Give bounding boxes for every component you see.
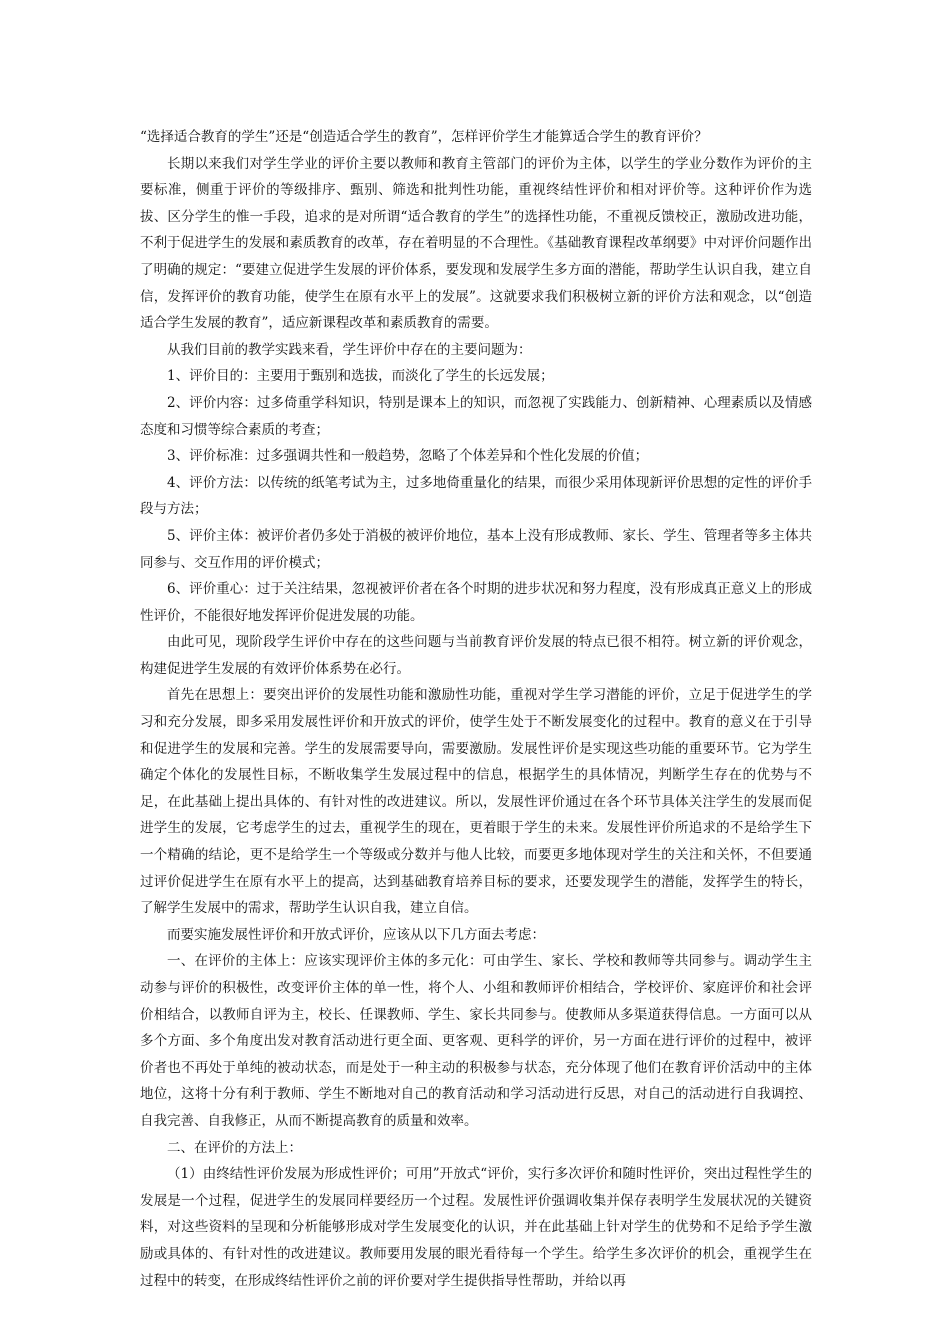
list-item-purpose: 1、评价目的：主要用于甄别和选拔，而淡化了学生的长远发展；	[167, 368, 554, 385]
paragraph-thinking: 首先在思想上：要突出评价的发展性功能和激励性功能，重视对学生学习潜能的评价，立足于促进学生的学习和充分发展，即多采用发展性评价和开放式的评价，使学生处于不断发展变化的过程中。教育的意义在于引导和促进学生的发展和完善。学生的发展需要导向，需要激励。发展性评价是实现这些功能的重要环节。它为学生确定个体化的发展性目标，不断收集学生发展过程中的信息，根据学生的具体情况，判断学生存在的优势与不足，在此基础上提出具体的、有针对性的改进建议。所以，发展性评价通过在各个环节具体关注学生的发展而促进学生的发展，它考虑学生的过去，重视学生的现在，更着眼于学生的未来。发展性评价所追求的不是给学生下一个精确的结论，更不是给学生一个等级或分数并与他人比较，而要更多地体现对学生的关注和关怀，不但要通过评价促进学生在原有水平上的提高，达到基础教育培养目标的要求，还要发现学生的潜能，发挥学生的特长，了解学生发展中的需求，帮助学生认识自我，建立自信。	[140, 687, 812, 917]
list-item-focus: 6、评价重心：过于关注结果，忽视被评价者在各个时期的进步状况和努力程度，没有形成真正意义上的形成性评价，不能很好地发挥评价促进发展的功能。	[140, 581, 812, 624]
section-method-heading: 二、在评价的方法上：	[167, 1139, 302, 1156]
list-item-subject: 5、评价主体：被评价者仍多处于消极的被评价地位，基本上没有形成教师、家长、学生、管理者等多主体共同参与、交互作用的评价模式；	[140, 527, 812, 571]
list-item-content: 2、评价内容：过多倚重学科知识，特别是课本上的知识，而忽视了实践能力、创新精神、心理素质以及情感态度和习惯等综合素质的考查；	[140, 394, 812, 438]
paragraph-intro: 长期以来我们对学生学业的评价主要以教师和教育主管部门的评价为主体，以学生的学业分数作为评价的主要标准，侧重于评价的等级排序、甄别、筛选和批判性功能，重视终结性评价和相对评价等。这种评价作为选拔、区分学生的惟一手段，追求的是对所谓“适合教育的学生”的选择性功能，不重视反馈校正，激励改进功能，不利于促进学生的发展和素质教育的改革，存在着明显的不合理性。《基础教育课程改革纲要》中对评价问题作出了明确的规定：“要建立促进学生发展的评价体系，要发现和发展学生多方面的潜能，帮助学生认识自我，建立自信，发挥评价的教育功能，使学生在原有水平上的发展”。这就要求我们积极树立新的评价方法和观念，以“创造适合学生发展的教育”，适应新课程改革和素质教育的需要。	[140, 155, 812, 332]
paragraph-conclusion: 由此可见，现阶段学生评价中存在的这些问题与当前教育评价发展的特点已很不相符。树立新的评价观念，构建促进学生发展的有效评价体系势在必行。	[140, 634, 812, 677]
list-item-method: 4、评价方法：以传统的纸笔考试为主，过多地倚重量化的结果，而很少采用体现新评价思想的定性的评价手段与方法；	[140, 474, 812, 518]
section-method-1: （1）由终结性评价发展为形成性评价；可用”开放式“评价，实行多次评价和随时性评价，突出过程性学生的发展是一个过程，促进学生的发展同样要经历一个过程。发展性评价强调收集并保存表明学生发展状况的关键资料，对这些资料的呈现和分析能够形成对学生发展变化的认识，并在此基础上针对学生的优势和不足给予学生激励或具体的、有针对性的改进建议。教师要用发展的眼光看待每一个学生。给学生多次评价的机会，重视学生在过程中的转变，在形成终结性评价之前的评价要对学生提供指导性帮助，并给以再	[140, 1166, 812, 1289]
section-subject: 一、在评价的主体上：应该实现评价主体的多元化：可由学生、家长、学校和教师等共同参与。调动学生主动参与评价的积极性，改变评价主体的单一性，将个人、小组和教师评价相结合，学校评价、家庭评价和社会评价相结合，以教师自评为主，校长、任课教师、学生、家长共同参与。使教师从多渠道获得信息。一方面可以从多个方面、多个角度出发对教育活动进行更全面、更客观、更科学的评价，另一方面在进行评价的过程中，被评价者也不再处于单纯的被动状态，而是处于一种主动的积极参与状态，充分体现了他们在教育评价活动中的主体地位，这将十分有利于教师、学生不断地对自己的教育活动和学习活动进行反思，对自己的活动进行自我调控、自我完善、自我修正，从而不断提高教育的质量和效率。	[140, 953, 812, 1129]
paragraph-implementation: 而要实施发展性评价和开放式评价，应该从以下几方面去考虑：	[167, 926, 545, 943]
document-title: “选择适合教育的学生”还是“创造适合学生的教育”，怎样评价学生才能算适合学生的教育评价？	[140, 129, 708, 145]
paragraph-problems-lead: 从我们目前的教学实践来看，学生评价中存在的主要问题为：	[167, 341, 532, 358]
document-page	[140, 124, 812, 1294]
list-item-standard: 3、评价标准：过多强调共性和一般趋势，忽略了个体差异和个性化发展的价值；	[167, 448, 649, 465]
